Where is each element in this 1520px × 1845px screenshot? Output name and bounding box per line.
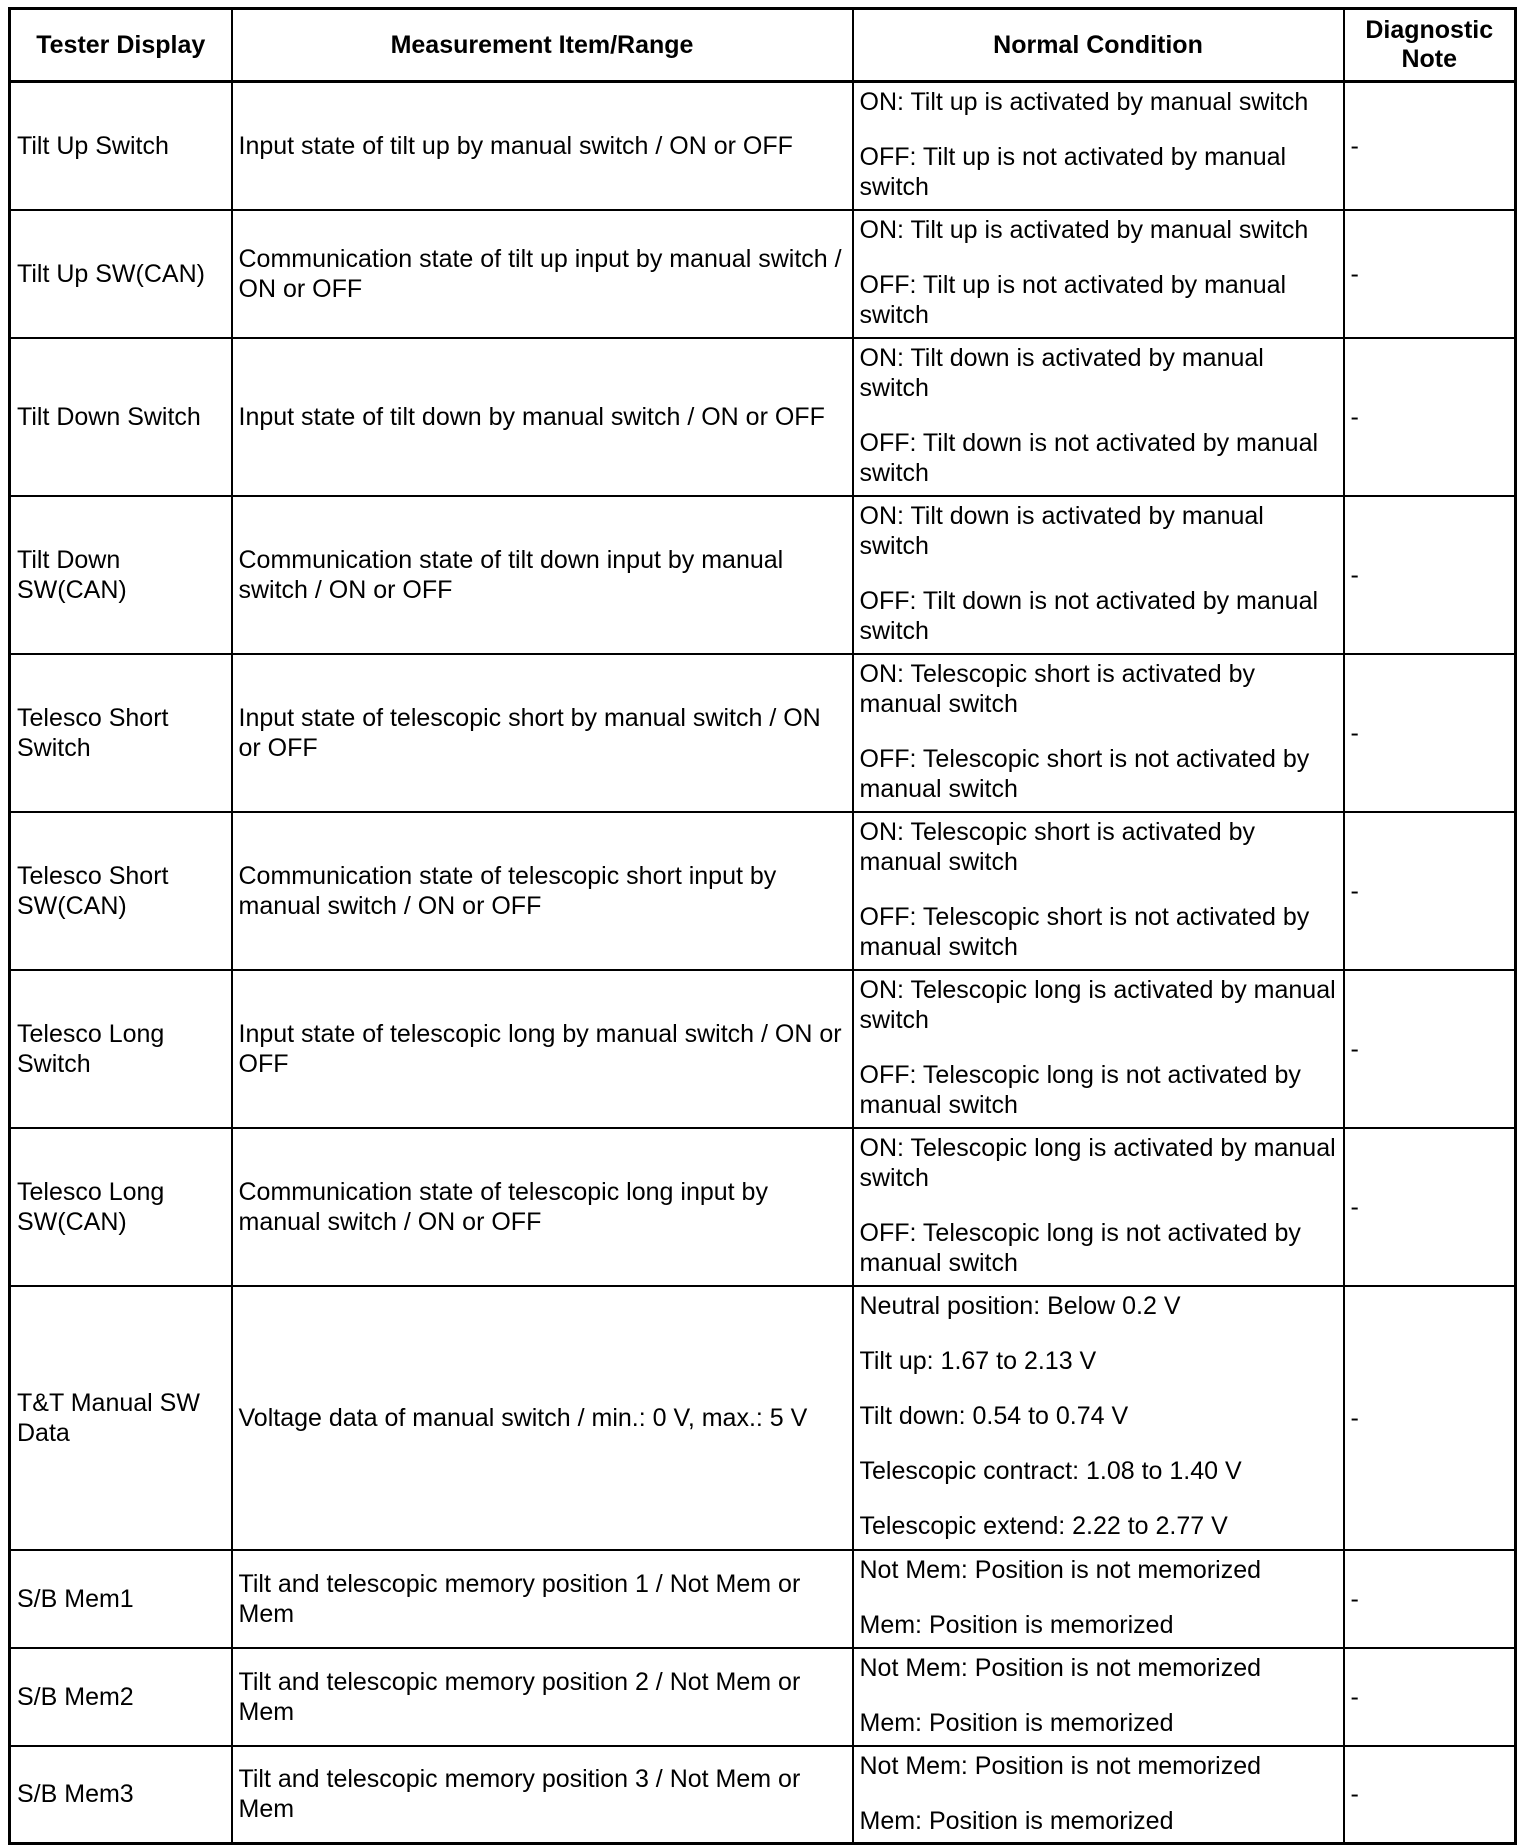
table-row [10,1286,1516,1550]
condition-line: Neutral position: Below 0.2 V [859,1291,1181,1320]
cell-normal-condition [853,970,1344,1128]
cell-tester-display: Telesco Short SW(CAN) [10,812,232,970]
condition-line: OFF: Tilt up is not activated by manual switch [859,143,1287,201]
table-row [10,1128,1516,1286]
condition-line: Not Mem: Position is not memorized [859,1751,1262,1780]
cell-normal-condition [853,496,1344,654]
condition-line: Telescopic extend: 2.22 to 2.77 V [859,1511,1228,1540]
cell-diagnostic-note: - [1344,654,1516,812]
condition-line: ON: Telescopic long is activated by manual switch [859,1133,1336,1192]
cell-tester-display: Tilt Up Switch [10,82,232,210]
cell-measurement: Communication state of telescopic long input by manual switch / ON or OFF [232,1128,853,1286]
table-row [10,970,1516,1128]
condition-line: Mem: Position is memorized [859,1610,1174,1639]
cell-measurement: Input state of tilt up by manual switch / ON or OFF [232,82,853,210]
condition-line: ON: Telescopic short is activated by manual switch [859,817,1256,876]
condition-line: ON: Telescopic long is activated by manual switch [859,975,1336,1034]
cell-diagnostic-note: - [1344,82,1516,210]
header-tester-display: Tester Display [10,9,232,82]
cell-normal-condition [853,1550,1344,1648]
header-normal-condition: Normal Condition [853,9,1344,82]
cell-normal-condition [853,82,1344,210]
condition-line: ON: Tilt up is activated by manual switch [859,215,1309,244]
condition-line: OFF: Telescopic short is not activated by manual switch [859,902,1310,961]
condition-line: Mem: Position is memorized [859,1806,1174,1835]
cell-measurement: Voltage data of manual switch / min.: 0 V, max.: 5 V [232,1286,853,1550]
cell-diagnostic-note: - [1344,970,1516,1128]
cell-measurement: Tilt and telescopic memory position 2 / Not Mem or Mem [232,1648,853,1746]
cell-diagnostic-note: - [1344,338,1516,496]
table-row [10,1746,1516,1844]
cell-measurement: Tilt and telescopic memory position 3 / Not Mem or Mem [232,1746,853,1844]
condition-line: ON: Tilt down is activated by manual switch [859,343,1264,402]
table-row [10,210,1516,338]
cell-diagnostic-note: - [1344,210,1516,338]
table-row [10,654,1516,812]
header-diagnostic-note: Diagnostic Note [1344,9,1516,82]
condition-line: Tilt up: 1.67 to 2.13 V [859,1346,1097,1375]
condition-line: ON: Tilt down is activated by manual switch [859,501,1264,560]
cell-normal-condition [853,1128,1344,1286]
data-table [8,7,1517,1845]
cell-diagnostic-note: - [1344,1746,1516,1844]
cell-diagnostic-note: - [1344,1286,1516,1550]
cell-measurement: Input state of telescopic short by manual switch / ON or OFF [232,654,853,812]
cell-normal-condition [853,812,1344,970]
condition-line: Telescopic contract: 1.08 to 1.40 V [859,1456,1242,1485]
condition-line: Not Mem: Position is not memorized [859,1555,1262,1584]
cell-tester-display: S/B Mem2 [10,1648,232,1746]
condition-line: OFF: Telescopic short is not activated by manual switch [859,744,1310,803]
cell-normal-condition [853,1746,1344,1844]
cell-tester-display: Telesco Short Switch [10,654,232,812]
cell-tester-display: Tilt Down SW(CAN) [10,496,232,654]
cell-diagnostic-note: - [1344,496,1516,654]
cell-normal-condition [853,210,1344,338]
cell-measurement: Tilt and telescopic memory position 1 / Not Mem or Mem [232,1550,853,1648]
cell-normal-condition [853,654,1344,812]
cell-tester-display: T&T Manual SW Data [10,1286,232,1550]
condition-line: Not Mem: Position is not memorized [859,1653,1262,1682]
condition-line: OFF: Telescopic long is not activated by manual switch [859,1060,1301,1119]
condition-line: OFF: Telescopic long is not activated by manual switch [859,1218,1301,1277]
table-row [10,1550,1516,1648]
cell-measurement: Communication state of tilt up input by manual switch / ON or OFF [232,210,853,338]
cell-normal-condition [853,1648,1344,1746]
cell-measurement: Communication state of tilt down input by manual switch / ON or OFF [232,496,853,654]
cell-measurement: Communication state of telescopic short input by manual switch / ON or OFF [232,812,853,970]
condition-line: Tilt down: 0.54 to 0.74 V [859,1401,1129,1430]
condition-line: ON: Tilt up is activated by manual switch [859,88,1309,116]
table-row [10,1648,1516,1746]
table-row [10,82,1516,210]
condition-line: OFF: Tilt down is not activated by manual switch [859,428,1319,487]
cell-measurement: Input state of telescopic long by manual switch / ON or OFF [232,970,853,1128]
table-row [10,812,1516,970]
header-row [10,9,1516,82]
condition-line: Mem: Position is memorized [859,1708,1174,1737]
table-row [10,338,1516,496]
cell-measurement: Input state of tilt down by manual switch / ON or OFF [232,338,853,496]
cell-tester-display: S/B Mem1 [10,1550,232,1648]
cell-diagnostic-note: - [1344,1128,1516,1286]
cell-tester-display: Telesco Long SW(CAN) [10,1128,232,1286]
cell-tester-display: Tilt Up SW(CAN) [10,210,232,338]
cell-tester-display: Tilt Down Switch [10,338,232,496]
header-measurement: Measurement Item/Range [232,9,853,82]
condition-line: ON: Telescopic short is activated by manual switch [859,659,1256,718]
cell-tester-display: S/B Mem3 [10,1746,232,1844]
table-row [10,496,1516,654]
cell-diagnostic-note: - [1344,1550,1516,1648]
cell-normal-condition [853,338,1344,496]
condition-line: OFF: Tilt down is not activated by manual switch [859,586,1319,645]
cell-diagnostic-note: - [1344,1648,1516,1746]
cell-diagnostic-note: - [1344,812,1516,970]
cell-tester-display: Telesco Long Switch [10,970,232,1128]
condition-line: OFF: Tilt up is not activated by manual switch [859,270,1287,329]
cell-normal-condition [853,1286,1344,1550]
